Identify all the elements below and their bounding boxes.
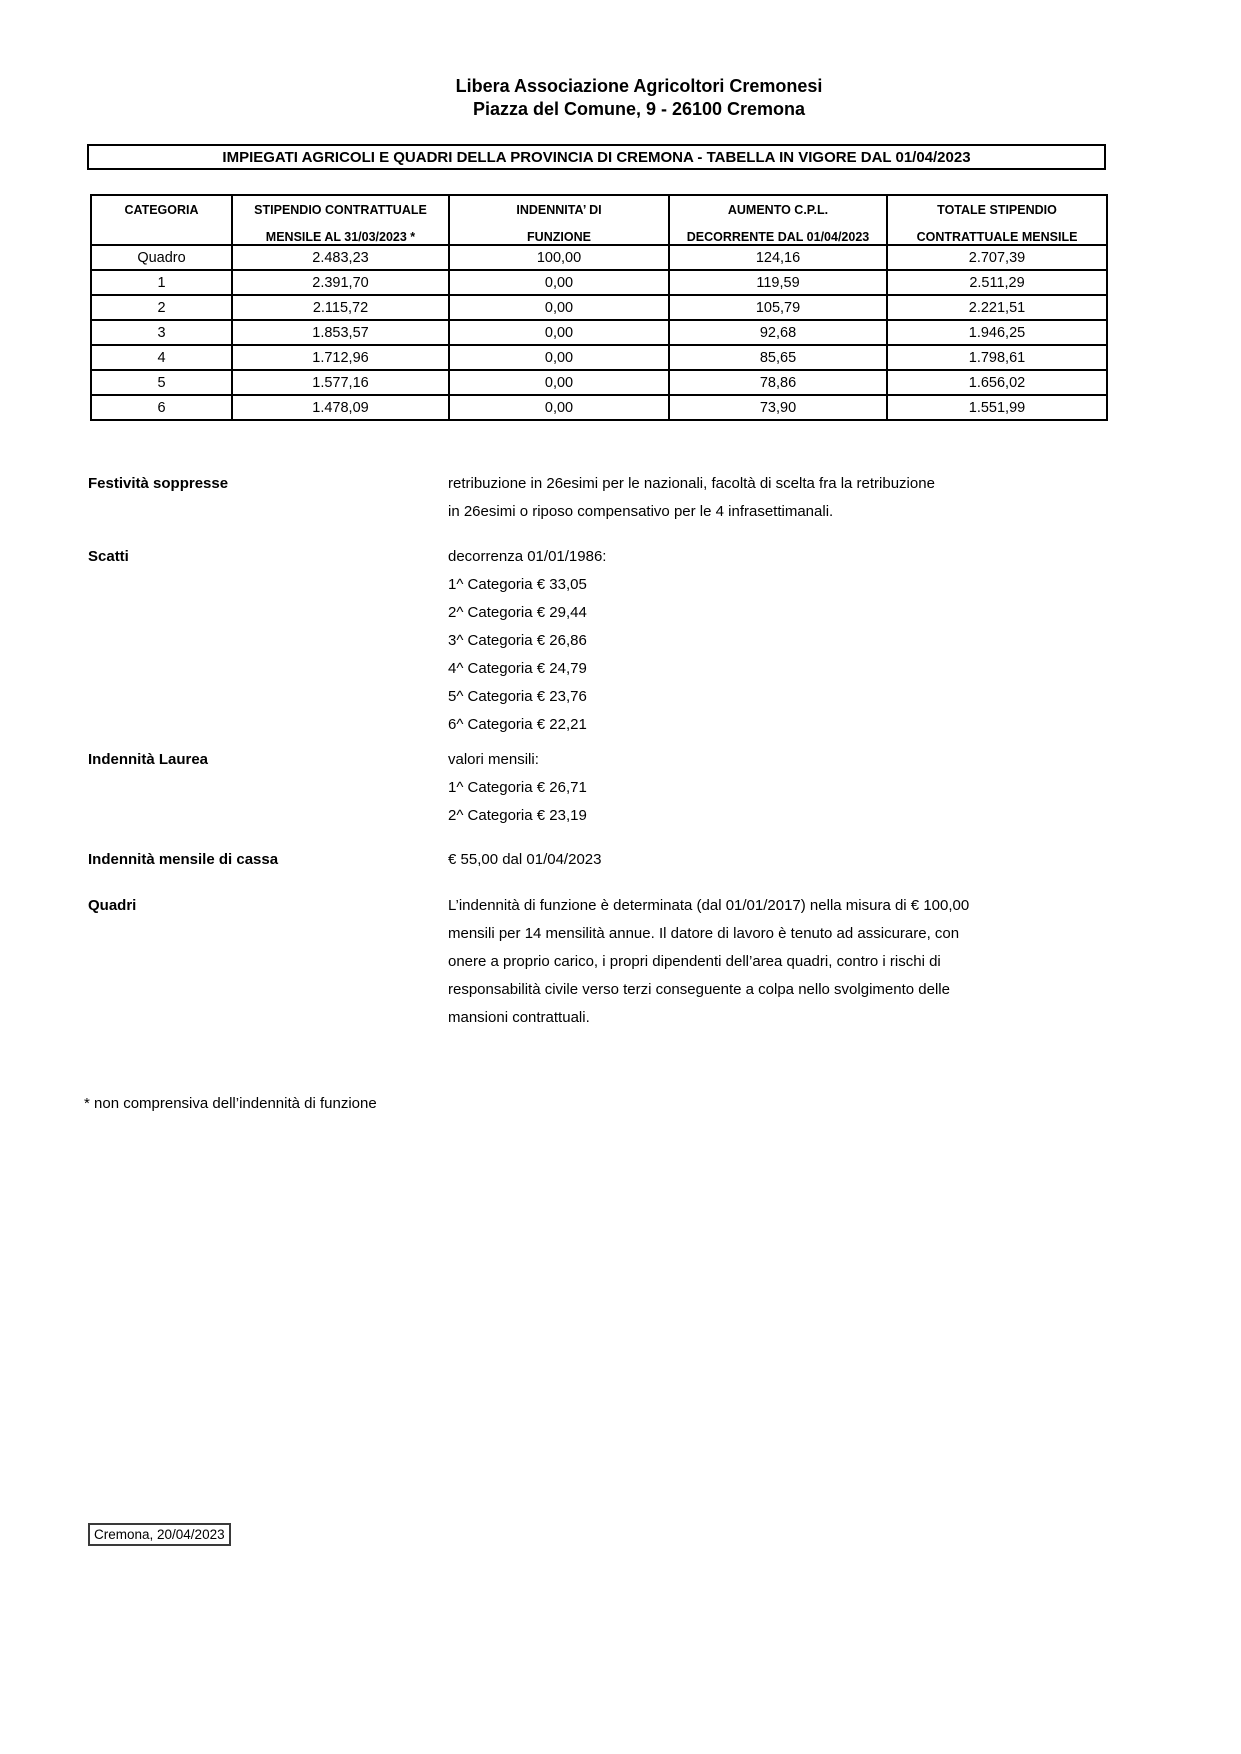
column-header-line2: FUNZIONE (527, 230, 591, 244)
header-row (91, 195, 1107, 245)
section-line: 2^ Categoria € 29,44 (448, 604, 587, 621)
category-cell: 3 (91, 320, 232, 345)
category-cell: 2 (91, 295, 232, 320)
section-line: in 26esimi o riposo compensativo per le 4 infrasettimanali. (448, 503, 834, 520)
value-cell: 78,86 (669, 370, 887, 395)
value-cell: 0,00 (449, 320, 669, 345)
value-cell: 2.115,72 (232, 295, 449, 320)
letterhead (37, 75, 1241, 121)
section-line: 4^ Categoria € 24,79 (448, 660, 587, 677)
section-line: 1^ Categoria € 26,71 (448, 779, 587, 796)
salary-table (90, 194, 1108, 421)
table-title-banner (87, 144, 1106, 170)
value-cell: 2.221,51 (887, 295, 1107, 320)
table-row (91, 345, 1107, 370)
column-header (669, 195, 887, 245)
value-cell: 2.391,70 (232, 270, 449, 295)
value-cell: 2.707,39 (887, 245, 1107, 270)
value-cell: 1.577,16 (232, 370, 449, 395)
value-cell: 0,00 (449, 370, 669, 395)
section-line: mensili per 14 mensilità annue. Il datore di lavoro è tenuto ad assicurare, con (448, 925, 960, 942)
column-header (887, 195, 1107, 245)
section-line: mansioni contrattuali. (448, 1009, 590, 1026)
category-cell: 1 (91, 270, 232, 295)
section-line: 2^ Categoria € 23,19 (448, 807, 587, 824)
value-cell: 85,65 (669, 345, 887, 370)
value-cell: 1.853,57 (232, 320, 449, 345)
section-body (448, 470, 935, 526)
organization-name: Libera Associazione Agricoltori Cremonesi (455, 76, 823, 96)
table-row (91, 320, 1107, 345)
column-header (232, 195, 449, 245)
section-label: Quadri (88, 897, 137, 914)
value-cell: 0,00 (449, 270, 669, 295)
section-line: decorrenza 01/01/1986: (448, 548, 607, 565)
column-header-line2: CONTRATTUALE MENSILE (916, 230, 1078, 244)
section-line: responsabilità civile verso terzi conseguente a colpa nello svolgimento delle (448, 981, 950, 998)
organization-address: Piazza del Comune, 9 - 26100 Cremona (472, 99, 806, 119)
value-cell: 1.798,61 (887, 345, 1107, 370)
section-line: 3^ Categoria € 26,86 (448, 632, 587, 649)
section-body (448, 892, 969, 1032)
value-cell: 73,90 (669, 395, 887, 420)
value-cell: 100,00 (449, 245, 669, 270)
category-cell: 5 (91, 370, 232, 395)
column-header-line1: STIPENDIO CONTRATTUALE (254, 203, 427, 217)
section-line: onere a proprio carico, i propri dipendenti dell’area quadri, contro i rischi di (448, 953, 941, 970)
salary-table-header (91, 195, 1107, 245)
section-body (448, 746, 587, 830)
value-cell: 1.946,25 (887, 320, 1107, 345)
column-header-line1: TOTALE STIPENDIO (937, 203, 1057, 217)
category-cell: 4 (91, 345, 232, 370)
value-cell: 2.483,23 (232, 245, 449, 270)
section-body (448, 543, 606, 739)
section-line: 5^ Categoria € 23,76 (448, 688, 587, 705)
value-cell: 92,68 (669, 320, 887, 345)
category-cell: 6 (91, 395, 232, 420)
value-cell: 0,00 (449, 395, 669, 420)
value-cell: 1.478,09 (232, 395, 449, 420)
section-label: Indennità mensile di cassa (88, 851, 279, 868)
column-header-line1: INDENNITA’ DI (516, 203, 602, 217)
section-body (448, 846, 601, 874)
table-row (91, 395, 1107, 420)
column-header-line2: MENSILE AL 31/03/2023 * (265, 230, 416, 244)
value-cell: 1.712,96 (232, 345, 449, 370)
section-line: L’indennità di funzione è determinata (dal 01/01/2017) nella misura di € 100,00 (448, 897, 970, 914)
column-header-line1: CATEGORIA (124, 203, 199, 217)
column-header (91, 195, 232, 245)
value-cell: 1.656,02 (887, 370, 1107, 395)
section-label: Indennità Laurea (88, 751, 209, 768)
section-label: Festività soppresse (88, 475, 229, 492)
table-row (91, 370, 1107, 395)
salary-table-body (91, 245, 1107, 420)
footnote: * non comprensiva dell’indennità di funzione (84, 1095, 377, 1112)
value-cell: 124,16 (669, 245, 887, 270)
column-header (449, 195, 669, 245)
section-line: € 55,00 dal 01/04/2023 (448, 851, 602, 868)
category-cell: Quadro (91, 245, 232, 270)
section-label: Scatti (88, 548, 129, 565)
value-cell: 0,00 (449, 295, 669, 320)
date-stamp-box (88, 1523, 231, 1546)
column-header-line2: DECORRENTE DAL 01/04/2023 (686, 230, 870, 244)
value-cell: 0,00 (449, 345, 669, 370)
value-cell: 119,59 (669, 270, 887, 295)
section-line: 1^ Categoria € 33,05 (448, 576, 587, 593)
section-line: 6^ Categoria € 22,21 (448, 716, 587, 733)
value-cell: 1.551,99 (887, 395, 1107, 420)
section-line: valori mensili: (448, 751, 539, 768)
date-stamp-text: Cremona, 20/04/2023 (94, 1527, 225, 1542)
table-row (91, 245, 1107, 270)
column-header-line1: AUMENTO C.P.L. (727, 203, 829, 217)
table-row (91, 295, 1107, 320)
table-title-text: IMPIEGATI AGRICOLI E QUADRI DELLA PROVINCIA DI CREMONA - TABELLA IN VIGORE DAL 01/04/2023 (222, 148, 971, 166)
value-cell: 105,79 (669, 295, 887, 320)
value-cell: 2.511,29 (887, 270, 1107, 295)
table-row (91, 270, 1107, 295)
section-line: retribuzione in 26esimi per le nazionali, facoltà di scelta fra la retribuzione (448, 475, 935, 492)
